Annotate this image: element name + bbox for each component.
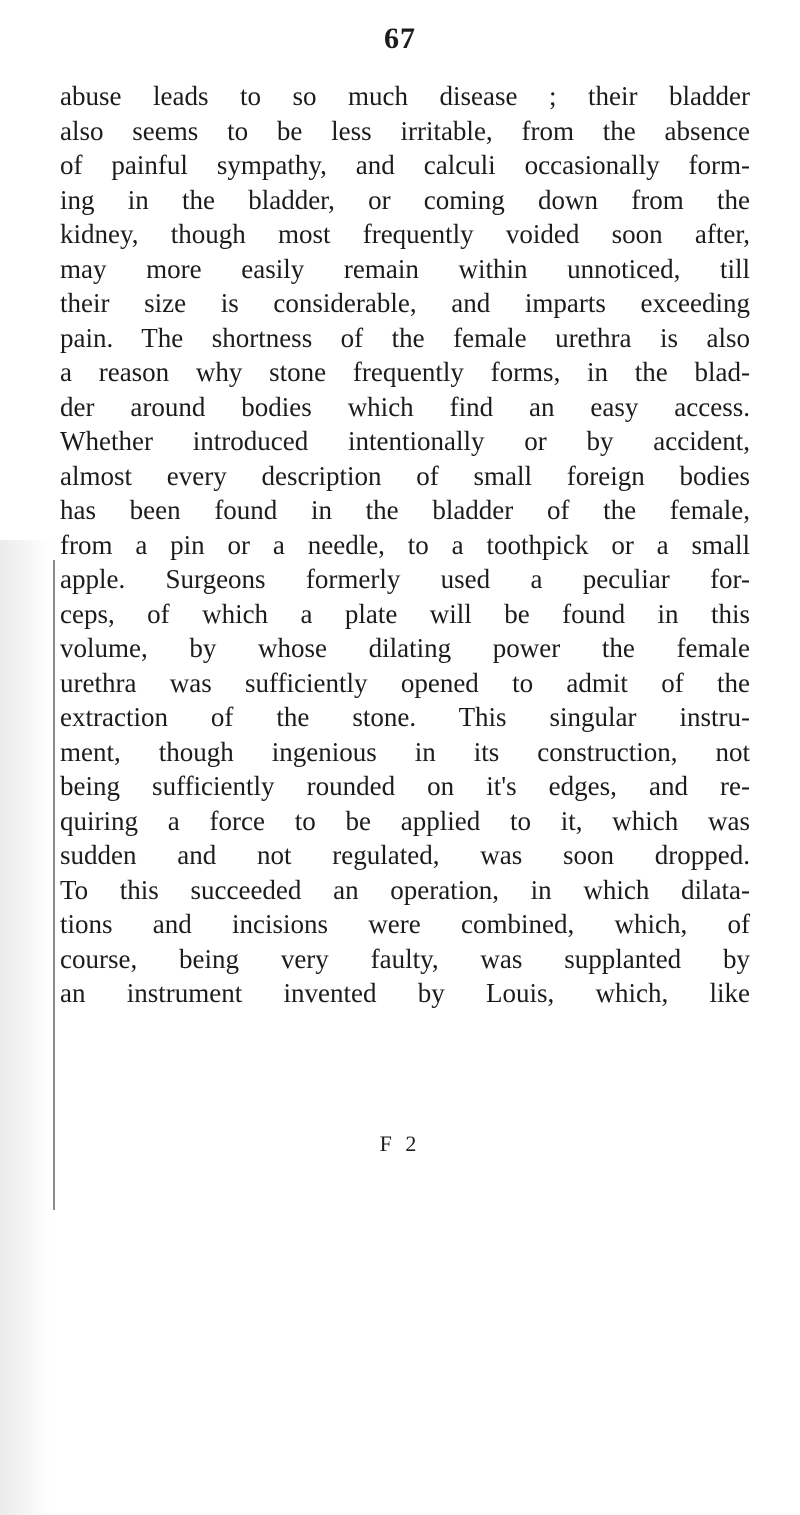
text-line: an instrument invented by Louis, which, like (60, 978, 750, 1008)
text-line: ing in the bladder, or coming down from the (60, 184, 750, 215)
page-number: 67 (384, 22, 416, 55)
text-line: kidney, though most frequently voided soon after, (60, 219, 750, 249)
text-line: tions and incisions were combined, which, of (60, 909, 750, 939)
text-line: may more easily remain within unnoticed, till (60, 253, 750, 284)
text-line: a reason why stone frequently forms, in the blad- (60, 357, 750, 387)
text-line: sudden and not regulated, was soon dropped. (60, 840, 750, 870)
text-line: almost every description of small foreign bodies (60, 460, 750, 491)
text-line: urethra was sufficiently opened to admit of the (60, 667, 750, 698)
page-binding-edge (53, 560, 55, 1210)
text-line: extraction of the stone. This singular instru- (60, 702, 750, 732)
printer-signature-mark: F 2 (379, 1131, 421, 1156)
text-line: der around bodies which find an easy access. (60, 391, 750, 422)
text-line: ceps, of which a plate will be found in this (60, 598, 750, 629)
text-line: volume, by whose dilating power the female (60, 633, 750, 663)
text-line: To this succeeded an operation, in which dilata- (60, 874, 750, 905)
text-line: their size is considerable, and imparts exceeding (60, 288, 750, 318)
text-line: ment, though ingenious in its construction, not (60, 736, 750, 767)
text-line: from a pin or a needle, to a toothpick or a small (60, 529, 750, 560)
text-line: being sufficiently rounded on it's edges, and re- (60, 771, 750, 801)
text-line: Whether introduced intentionally or by accident, (60, 426, 750, 456)
text-line: also seems to be less irritable, from the absence (60, 115, 750, 146)
text-line: apple. Surgeons formerly used a peculiar for- (60, 564, 750, 594)
text-line: abuse leads to so much disease ; their bladder (60, 81, 750, 111)
body-text (60, 79, 750, 1011)
page-gutter-shadow (0, 540, 52, 1515)
text-line: pain. The shortness of the female urethra is also (60, 322, 750, 353)
text-line: has been found in the bladder of the female, (60, 495, 750, 525)
text-line: quiring a force to be applied to it, which was (60, 805, 750, 836)
text-line: of painful sympathy, and calculi occasionally form- (60, 150, 750, 180)
text-line: course, being very faulty, was supplanted by (60, 943, 750, 974)
